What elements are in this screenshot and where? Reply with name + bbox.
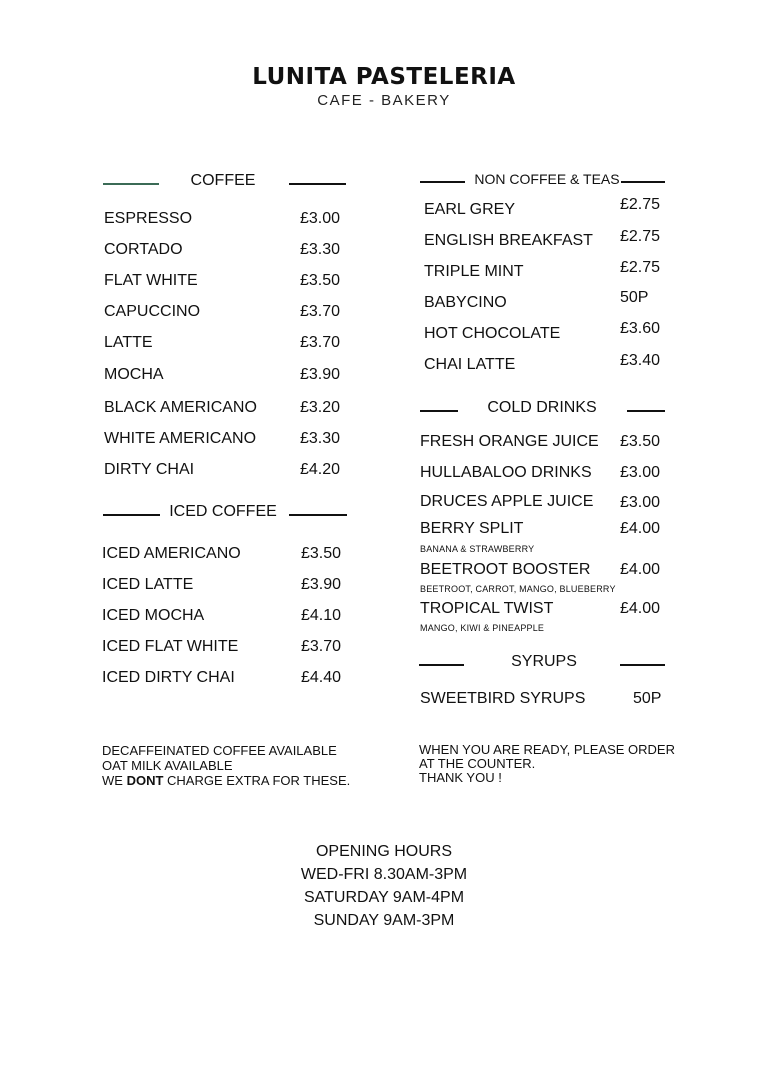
menu-item-name: FLAT WHITE: [104, 272, 198, 289]
menu-item-name: ICED AMERICANO: [102, 545, 241, 562]
menu-item-name: ICED DIRTY CHAI: [102, 669, 235, 686]
menu-item-name: DRUCES APPLE JUICE: [420, 493, 594, 510]
menu-item-price: £3.30: [300, 241, 341, 258]
note-counter: AT THE COUNTER.: [419, 756, 536, 771]
heading-rule-left: [419, 664, 464, 666]
menu-item-name: ICED MOCHA: [102, 607, 205, 624]
menu-item-price: £4.00: [620, 561, 661, 578]
menu-item-price: £2.75: [620, 228, 661, 245]
menu-item-name: FRESH ORANGE JUICE: [420, 433, 599, 450]
menu-item-price: £3.50: [301, 545, 342, 562]
menu-item-name: WHITE AMERICANO: [104, 430, 257, 447]
menu-item-name: BLACK AMERICANO: [104, 399, 257, 416]
note-thanks: THANK YOU !: [419, 770, 502, 785]
menu-item-price: £3.60: [620, 320, 661, 337]
menu-item-price: £3.00: [620, 464, 661, 481]
page-subtitle: CAFE - BAKERY: [317, 92, 451, 109]
heading-rule-left: [420, 410, 458, 412]
section-heading-iced-coffee: [103, 503, 347, 525]
heading-label: COLD DRINKS: [487, 399, 597, 416]
menu-item-price: £4.40: [301, 669, 342, 686]
page-title: LUNITA PASTELERIA: [252, 64, 516, 90]
menu-item-name: TROPICAL TWIST: [420, 600, 554, 617]
menu-item-name: CHAI LATTE: [424, 356, 516, 373]
menu-item-name: HOT CHOCOLATE: [424, 325, 561, 342]
menu-item-price: £3.90: [301, 576, 342, 593]
opening-hours-heading: OPENING HOURS: [315, 843, 452, 860]
menu-item-name: BABYCINO: [424, 294, 507, 311]
menu-item-name: LATTE: [104, 334, 153, 351]
notes-left: [102, 743, 350, 788]
note-oat-milk: OAT MILK AVAILABLE: [102, 758, 233, 773]
heading-rule-left: [103, 183, 159, 185]
heading-label: SYRUPS: [511, 653, 577, 670]
section-heading-syrups: [419, 653, 665, 675]
menu-item-name: ICED LATTE: [102, 576, 194, 593]
menu-item-price: £3.70: [301, 638, 342, 655]
menu-item-description: BEETROOT, CARROT, MANGO, BLUEBERRY: [420, 584, 616, 594]
menu-item-price: 50P: [620, 289, 649, 306]
menu-item-price: £4.00: [620, 520, 661, 537]
menu-item-price: £3.40: [620, 352, 661, 369]
opening-hours-line: SATURDAY 9AM-4PM: [303, 889, 465, 906]
section-heading-coffee: [103, 172, 346, 194]
menu-item-price: £4.20: [300, 461, 341, 478]
menu-item-price: £3.00: [620, 494, 661, 511]
menu-item-name: BEETROOT BOOSTER: [420, 561, 591, 578]
heading-label: NON COFFEE & TEAS: [474, 171, 620, 187]
heading-rule-left: [420, 181, 465, 183]
menu-item-price: £3.70: [300, 334, 341, 351]
menu-item-price: £4.10: [301, 607, 342, 624]
menu-item-name: BERRY SPLIT: [420, 520, 524, 537]
heading-rule-left: [103, 514, 160, 516]
heading-rule-right: [620, 664, 665, 666]
note-emphasis: DONT: [126, 773, 164, 788]
note-order: WHEN YOU ARE READY, PLEASE ORDER: [419, 742, 675, 757]
menu-item-price: £3.50: [300, 272, 341, 289]
menu-item-price: 50P: [633, 690, 662, 707]
menu-item-price: £3.20: [300, 399, 341, 416]
menu-item-name: DIRTY CHAI: [104, 461, 195, 478]
menu-item-name: HULLABALOO DRINKS: [420, 464, 592, 481]
menu-item-name: ENGLISH BREAKFAST: [424, 232, 593, 249]
note-no-charge: WE DONT CHARGE EXTRA FOR THESE.: [102, 773, 351, 788]
section-heading-non-coffee: [420, 170, 665, 192]
heading-label: COFFEE: [190, 172, 256, 189]
menu-item-price: £2.75: [620, 259, 661, 276]
opening-hours-line: SUNDAY 9AM-3PM: [313, 912, 455, 929]
menu-item-name: SWEETBIRD SYRUPS: [420, 690, 586, 707]
note-decaf: DECAFFEINATED COFFEE AVAILABLE: [102, 743, 337, 758]
menu-item-description: MANGO, KIWI & PINEAPPLE: [420, 623, 545, 633]
menu-item-price: £3.50: [620, 433, 661, 450]
heading-rule-right: [289, 514, 347, 516]
menu-item-name: MOCHA: [104, 366, 164, 383]
menu-item-price: £2.75: [620, 196, 661, 213]
menu-item-name: TRIPLE MINT: [424, 263, 524, 280]
heading-rule-right: [621, 181, 665, 183]
section-heading-cold-drinks: [420, 399, 665, 421]
menu-item-price: £3.30: [300, 430, 341, 447]
menu-item-price: £3.00: [300, 210, 341, 227]
heading-rule-right: [289, 183, 346, 185]
heading-label: ICED COFFEE: [169, 503, 277, 520]
menu-item-name: CORTADO: [104, 241, 183, 258]
menu-item-name: ESPRESSO: [104, 210, 193, 227]
menu-item-price: £4.00: [620, 600, 661, 617]
menu-item-name: ICED FLAT WHITE: [102, 638, 239, 655]
opening-hours-line: WED-FRI 8.30AM-3PM: [300, 866, 468, 883]
menu-item-price: £3.90: [300, 366, 341, 383]
menu-item-name: CAPUCCINO: [104, 303, 201, 320]
menu-item-description: BANANA & STRAWBERRY: [420, 544, 535, 554]
menu-item-name: EARL GREY: [424, 201, 515, 218]
heading-rule-right: [627, 410, 665, 412]
menu-item-price: £3.70: [300, 303, 341, 320]
notes-right: [419, 743, 675, 785]
